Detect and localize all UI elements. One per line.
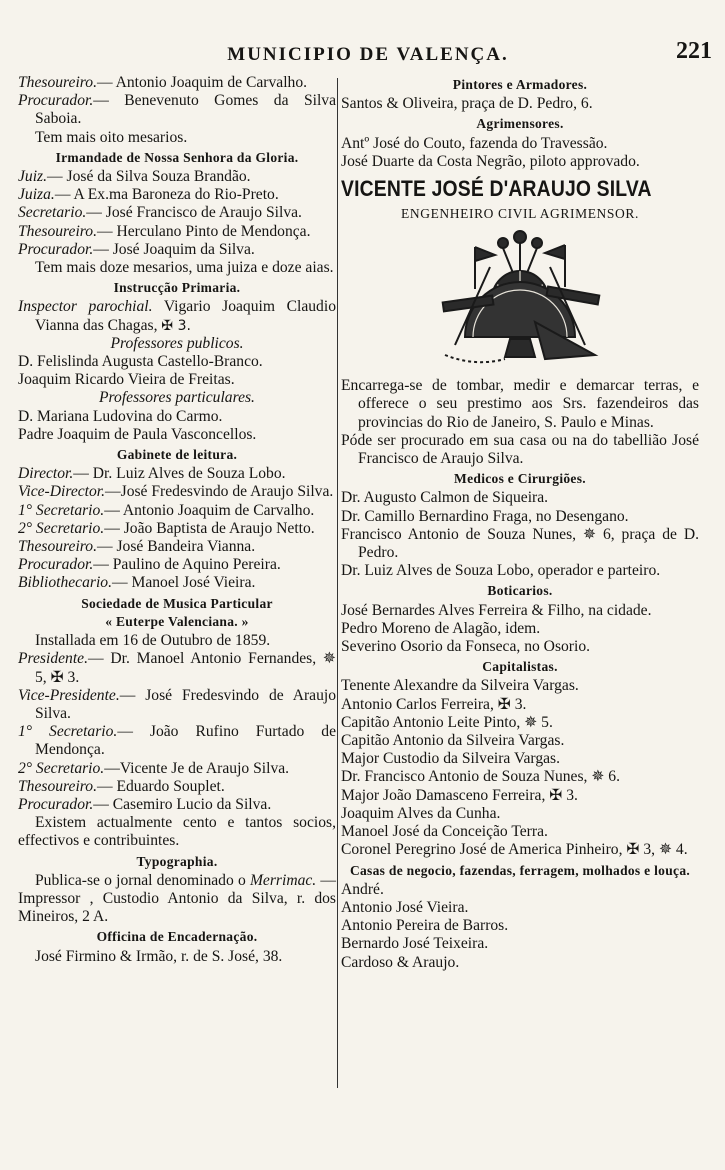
advertisement-text: Póde ser procurado em sua casa ou na do tabellião José Francisco de Araujo Silva. [341, 431, 699, 468]
section-heading: Agrimensores. [476, 116, 564, 132]
entry: José Firmino & Irmão, r. de S. José, 38. [35, 947, 283, 965]
section-heading: Casas de negocio, fazendas, ferragem, molhados e louça. [349, 862, 691, 878]
entry: Publica-se o jornal denominado o Merrimac. — Impressor , Custodio Antonio da Silva, r. dos Mineiros, 2 A. [18, 871, 336, 926]
section-heading: Gabinete de leitura. [116, 447, 238, 463]
list-item: Antonio José Vieira. [341, 898, 469, 916]
entry: José Duarte da Costa Negrão, piloto approvado. [341, 152, 640, 170]
column-divider [337, 78, 338, 1088]
entry: Thesoureiro.— Antonio Joaquim de Carvalho. [18, 74, 308, 91]
page-number: 221 [676, 38, 712, 64]
right-column [341, 74, 699, 972]
entry: Santos & Oliveira, praça de D. Pedro, 6. [341, 95, 593, 113]
list-item: Severino Osorio da Fonseca, no Osorio. [341, 638, 591, 656]
list-item: Capitão Antonio Leite Pinto, ✵ 5. [341, 713, 553, 731]
section-heading: « Euterpe Valenciana. » [105, 613, 249, 629]
advertisement-title: ENGENHEIRO CIVIL AGRIMENSOR. [401, 206, 639, 222]
note: Installada em 16 de Outubro de 1859. [35, 632, 271, 650]
entry: 2° Secretario.—Vicente Je de Araujo Silva. [18, 759, 290, 777]
list-item: D. Mariana Ludovina do Carmo. [18, 407, 223, 425]
section-heading: Boticarios. [487, 583, 553, 599]
entry: 1° Secretario.— João Rufino Furtado de Mendonça. [18, 723, 336, 759]
list-item: Padre Joaquim de Paula Vasconcellos. [18, 425, 257, 443]
list-item: Major João Damasceno Ferreira, ✠ 3. [341, 786, 578, 804]
entry: 2° Secretario.— João Baptista de Araujo Netto. [18, 519, 315, 537]
list-item: Manoel José da Conceição Terra. [341, 823, 548, 841]
entry: Inspector parochial. Vigario Joaquim Claudio Vianna das Chagas, ✠ 3. [18, 298, 336, 334]
section-heading: Pintores e Armadores. [452, 77, 588, 92]
entry: Juiza.— A Ex.ma Baroneza do Rio-Preto. [18, 186, 279, 204]
entry: Procurador.— Paulino de Aquino Pereira. [18, 556, 281, 574]
note: Tem mais doze mesarios, uma juiza e doze aias. [35, 259, 334, 277]
list-item: Joaquim Alves da Cunha. [341, 804, 501, 822]
surveying-instruments-emblem-icon [341, 227, 699, 377]
entry: Procurador.— Benevenuto Gomes da Silva Saboia. [18, 92, 336, 128]
note: Existem actualmente cento e tantos socios, effectivos e contribuintes. [18, 814, 336, 850]
section-heading: Irmandade de Nossa Senhora da Gloria. [55, 149, 299, 165]
cross-decoration-icon: ✠ 3. [161, 317, 191, 334]
list-item: Dr. Luiz Alves de Souza Lobo, operador e parteiro. [341, 562, 661, 580]
list-item: José Bernardes Alves Ferreira & Filho, na cidade. [341, 601, 652, 619]
page-header [18, 38, 718, 72]
section-heading: Instrucção Primaria. [113, 280, 241, 296]
entry: Bibliothecario.— Manoel José Vieira. [18, 574, 256, 592]
entry: Secretario.— José Francisco de Araujo Silva. [18, 204, 302, 222]
list-item: Bernardo José Teixeira. [341, 935, 489, 953]
list-item: Francisco Antonio de Souza Nunes, ✵ 6, praça de D. Pedro. [341, 525, 699, 562]
list-item: Antonio Carlos Ferreira, ✠ 3. [341, 695, 527, 713]
list-item: Dr. Camillo Bernardino Fraga, no Desengano. [341, 507, 629, 525]
entry: Vice-Director.—José Fredesvindo de Araujo Silva. [18, 483, 334, 501]
section-heading: Typographia. [136, 853, 218, 869]
list-item: Antonio Pereira de Barros. [341, 917, 509, 935]
list-item: Joaquim Ricardo Vieira de Freitas. [18, 371, 235, 389]
subheading: Professores particulares. [99, 389, 255, 407]
list-item: Dr. Francisco Antonio de Souza Nunes, ✵ 6. [341, 768, 620, 786]
section-heading: Capitalistas. [482, 659, 558, 675]
list-item: Cardoso & Araujo. [341, 953, 460, 971]
list-item: Capitão Antonio da Silveira Vargas. [341, 732, 565, 750]
section-heading: Medicos e Cirurgiões. [454, 471, 586, 487]
entry: Presidente.— Dr. Manoel Antonio Fernandes, ✵ 5, ✠ 3. [18, 650, 336, 686]
advertisement-text: Encarrega-se de tombar, medir e demarcar terras, e offerece o seu prestimo aos Srs. fazendeiros das provincias do Rio de Janeiro, S. Paulo e Minas. [341, 377, 699, 431]
list-item: Tenente Alexandre da Silveira Vargas. [341, 677, 579, 695]
list-item: André. [341, 880, 384, 898]
entry: Procurador.— Casemiro Lucio da Silva. [18, 795, 272, 813]
list-item: Dr. Augusto Calmon de Siqueira. [341, 489, 549, 507]
left-column [18, 74, 336, 966]
entry: Procurador.— José Joaquim da Silva. [18, 240, 255, 258]
advertisement-name: VICENTE JOSÉ D'ARAUJO SILVA [341, 176, 652, 202]
section-heading: Sociedade de Musica Particular [81, 595, 273, 611]
entry: Thesoureiro.— Herculano Pinto de Mendonça. [18, 222, 311, 240]
subheading: Professores publicos. [110, 334, 244, 352]
note: Tem mais oito mesarios. [35, 128, 188, 146]
list-item: Pedro Moreno de Alagão, idem. [341, 619, 541, 637]
entry: 1° Secretario.— Antonio Joaquim de Carvalho. [18, 501, 315, 519]
entry: Juiz.— José da Silva Souza Brandão. [18, 168, 251, 186]
section-heading: Officina de Encadernação. [96, 929, 258, 945]
entry: Director.— Dr. Luiz Alves de Souza Lobo. [18, 465, 286, 483]
list-item: Coronel Peregrino José de America Pinheiro, ✠ 3, ✵ 4. [341, 841, 688, 859]
running-head: MUNICIPIO DE VALENÇA. [227, 44, 509, 65]
list-item: Major Custodio da Silveira Vargas. [341, 750, 561, 768]
entry: Vice-Presidente.— José Fredesvindo de Araujo Silva. [18, 686, 336, 722]
entry: Antº José do Couto, fazenda do Travessão. [341, 134, 608, 152]
entry: Thesoureiro.— José Bandeira Vianna. [18, 538, 256, 556]
list-item: D. Felislinda Augusta Castello-Branco. [18, 353, 263, 371]
entry: Thesoureiro.— Eduardo Souplet. [18, 777, 225, 795]
